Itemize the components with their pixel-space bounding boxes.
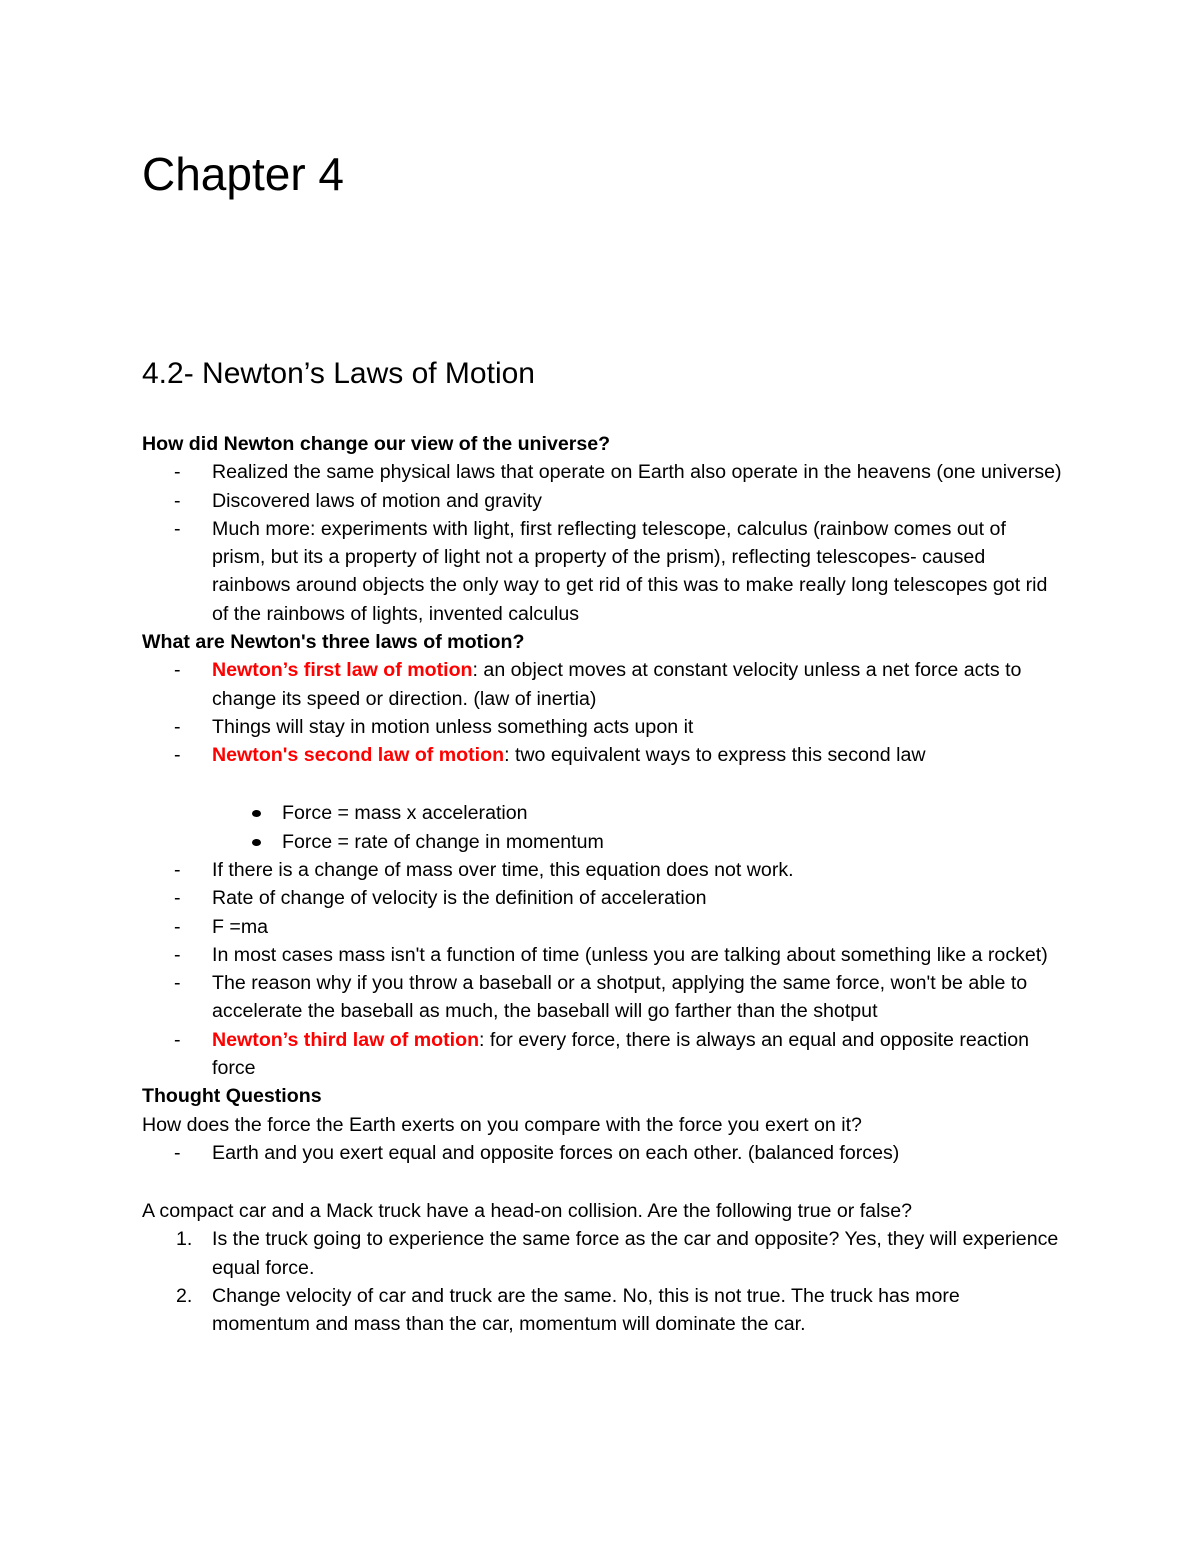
dash-marker: - <box>174 744 181 767</box>
number-marker: 2. <box>176 1284 193 1307</box>
list-item-first-law <box>142 656 1062 713</box>
list-item-text: In most cases mass isn't a function of time (unless you are talking about something like a rocket) <box>212 943 1048 966</box>
list-item-text: Rate of change of velocity is the definition of acceleration <box>212 887 707 910</box>
list-item <box>142 884 1062 912</box>
dash-marker: - <box>174 517 181 540</box>
list-item <box>142 856 1062 884</box>
list-item-text: F =ma <box>212 915 269 938</box>
bullet-item <box>142 828 1062 856</box>
first-law-term: Newton’s first law of motion <box>212 659 473 682</box>
notes-body <box>142 430 1062 1339</box>
dash-marker: - <box>174 659 181 682</box>
thought-question-1: How does the force the Earth exerts on you compare with the force you exert on it? <box>142 1113 862 1136</box>
list-item-text: If there is a change of mass over time, this equation does not work. <box>212 858 794 881</box>
dash-marker: - <box>174 943 181 966</box>
list-item-text: Realized the same physical laws that operate on Earth also operate in the heavens (one universe) <box>212 461 1062 484</box>
question-heading-three-laws: What are Newton's three laws of motion? <box>142 631 525 654</box>
dash-marker: - <box>174 858 181 881</box>
dash-marker: - <box>174 1028 181 1051</box>
list-item <box>142 458 1062 486</box>
dash-marker: - <box>174 972 181 995</box>
list-item-third-law <box>142 1026 1062 1083</box>
third-law-term: Newton’s third law of motion <box>212 1028 480 1051</box>
first-law-text: : an object moves at constant velocity unless a net force acts to change its speed or direction. (law of inertia) <box>212 659 1022 710</box>
second-law-text: : two equivalent ways to express this second law <box>504 744 926 767</box>
list-item <box>142 941 1062 969</box>
list-item-text: Earth and you exert equal and opposite forces on each other. (balanced forces) <box>212 1141 900 1164</box>
list-item-second-law <box>142 741 1062 769</box>
bullet-dot-icon <box>252 810 261 817</box>
numbered-item-text: Change velocity of car and truck are the same. No, this is not true. The truck has more momentum and mass than the car, momentum will dominate the car. <box>212 1284 960 1336</box>
blank-line <box>142 770 1062 800</box>
bullet-item <box>142 799 1062 827</box>
list-item <box>142 1139 1062 1167</box>
list-item <box>142 913 1062 941</box>
thought-questions-heading: Thought Questions <box>142 1085 322 1108</box>
dash-marker: - <box>174 461 181 484</box>
third-law-text: : for every force, there is always an equal and opposite reaction force <box>212 1028 1030 1080</box>
list-item-text: Much more: experiments with light, first reflecting telescope, calculus (rainbow comes out of prism, but its a property of light not a property of the prism), reflecting telescopes- caused rainbows around objects the only way to get rid of this was to make really long telescopes got rid of the rainbows of lights, invented calculus <box>212 517 1048 625</box>
dash-marker: - <box>174 489 181 512</box>
blank-line <box>142 1167 1062 1197</box>
dash-marker: - <box>174 715 181 738</box>
second-law-term: Newton's second law of motion <box>212 744 505 767</box>
bullet-item-text: Force = mass x acceleration <box>282 802 528 825</box>
chapter-title: Chapter 4 <box>142 148 345 200</box>
question-heading-newton-view: How did Newton change our view of the universe? <box>142 433 611 455</box>
list-item-text: Things will stay in motion unless something acts upon it <box>212 715 694 738</box>
list-item <box>142 713 1062 741</box>
list-item <box>142 487 1062 515</box>
number-marker: 1. <box>176 1228 193 1251</box>
list-item-text: Discovered laws of motion and gravity <box>212 489 542 512</box>
bullet-dot-icon <box>252 839 261 846</box>
numbered-item <box>142 1225 1062 1282</box>
dash-marker: - <box>174 915 181 938</box>
bullet-item-text: Force = rate of change in momentum <box>282 830 604 853</box>
list-item <box>142 969 1062 1026</box>
numbered-item-text: Is the truck going to experience the same force as the car and opposite? Yes, they will experience equal force. <box>212 1228 1059 1279</box>
thought-question-2: A compact car and a Mack truck have a head-on collision. Are the following true or false? <box>142 1200 913 1223</box>
dash-marker: - <box>174 887 181 910</box>
list-item <box>142 515 1062 628</box>
dash-marker: - <box>174 1141 181 1164</box>
section-title: 4.2- Newton’s Laws of Motion <box>142 357 535 390</box>
numbered-item <box>142 1282 1062 1339</box>
list-item-text: The reason why if you throw a baseball or a shotput, applying the same force, won't be able to accelerate the baseball as much, the baseball will go farther than the shotput <box>212 972 1028 1023</box>
